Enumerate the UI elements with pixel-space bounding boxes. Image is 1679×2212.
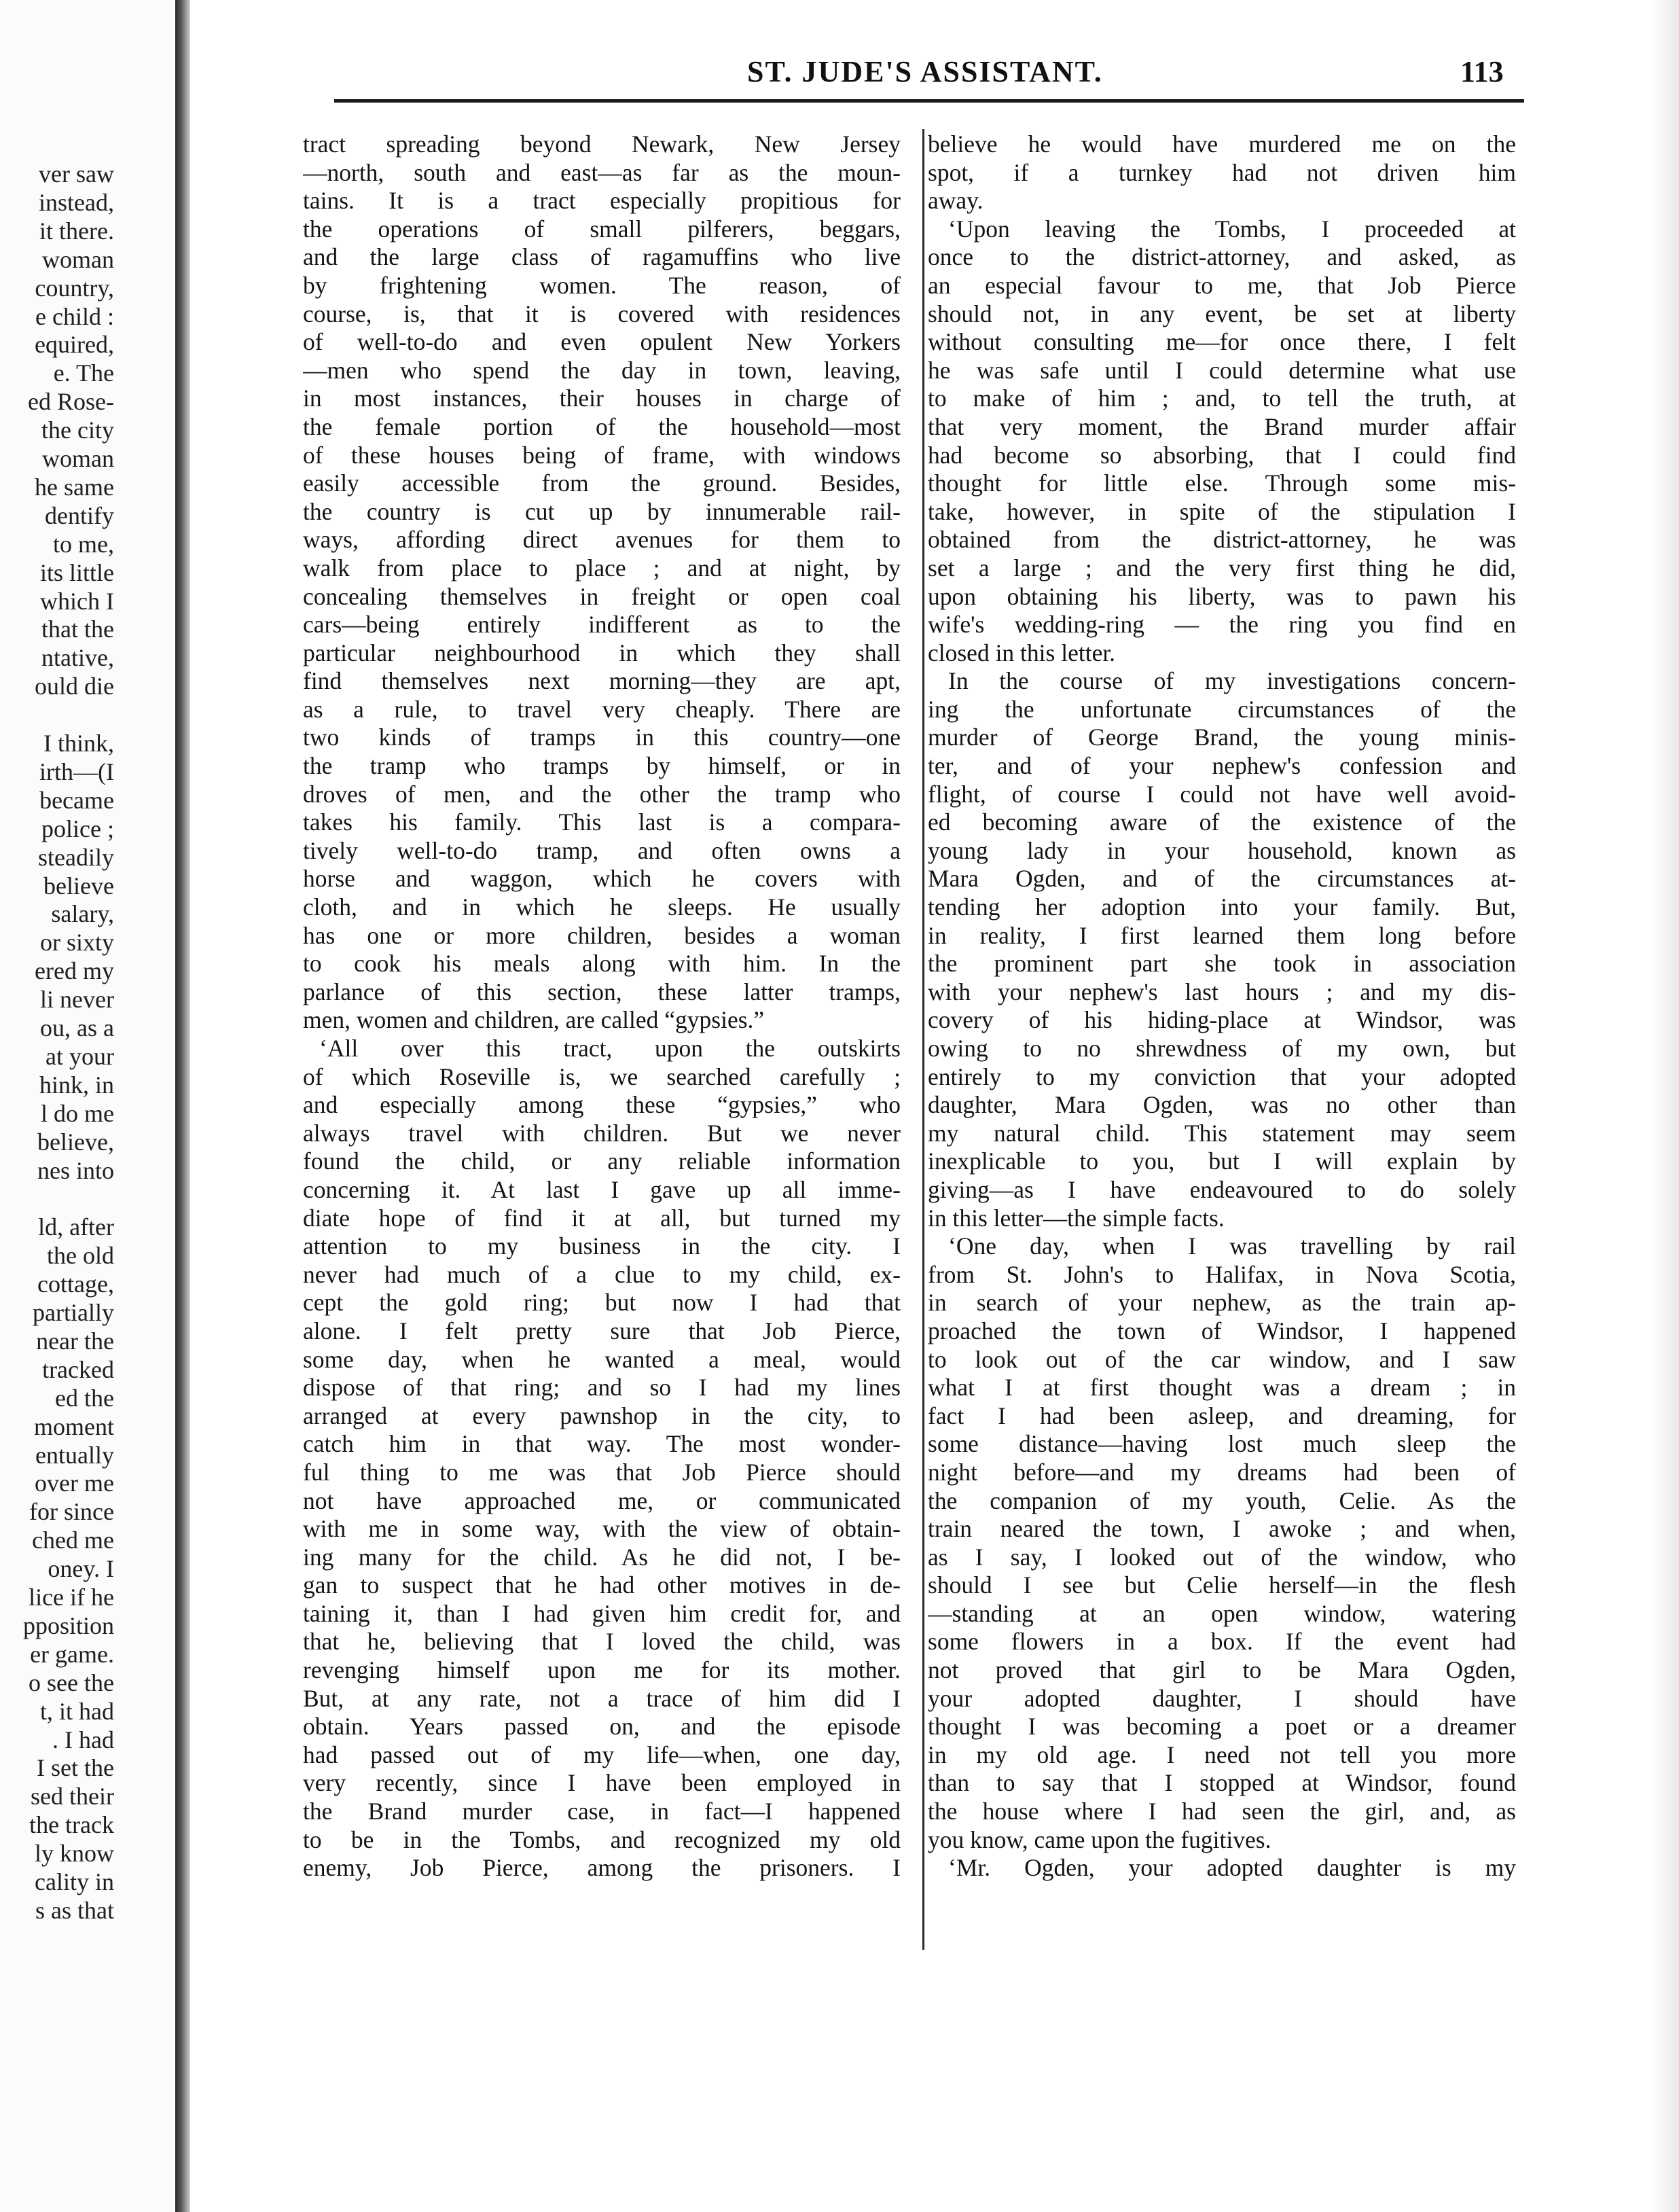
text-line: tively well-to-do tramp, and often owns a — [303, 836, 901, 864]
text-line: the country is cut up by innumerable rail- — [303, 497, 901, 525]
text-column-left — [303, 130, 901, 1883]
fragment-line: instead, — [39, 188, 114, 216]
fragment-line: irth—(I — [39, 757, 114, 785]
text-line: concealing themselves in freight or open coal — [303, 582, 901, 610]
text-line: spot, if a turnkey had not driven him — [928, 158, 1516, 186]
text-line: —men who spend the day in town, leaving, — [303, 356, 901, 384]
text-line: always travel with children. But we never — [303, 1119, 901, 1147]
text-line: dispose of that ring; and so I had my lines — [303, 1374, 901, 1402]
text-line: thought for little else. Through some mis- — [928, 469, 1516, 497]
fragment-line: believe — [43, 872, 114, 899]
text-line: believe he would have murdered me on the — [928, 130, 1516, 158]
fragment-line: tracked — [42, 1355, 114, 1383]
text-line: ing many for the child. As he did not, I be- — [303, 1543, 901, 1571]
fragment-line: the old — [47, 1242, 114, 1270]
text-line: easily accessible from the ground. Besides, — [303, 469, 901, 497]
fragment-line: ou, as a — [40, 1014, 114, 1041]
text-line: set a large ; and the very first thing he did, — [928, 554, 1516, 582]
text-line: concerning it. At last I gave up all imme- — [303, 1175, 901, 1203]
text-line: owing to no shrewdness of my own, but — [928, 1035, 1516, 1062]
binding-gutter — [175, 0, 190, 2212]
text-column-right — [928, 130, 1516, 1883]
text-line: night before—and my dreams had been of — [928, 1458, 1516, 1486]
text-line: some distance—having lost much sleep the — [928, 1430, 1516, 1458]
text-line: takes his family. This last is a compara- — [303, 808, 901, 836]
fragment-line: moment — [34, 1412, 114, 1440]
text-line: —standing at an open window, watering — [928, 1599, 1516, 1627]
text-line: daughter, Mara Ogden, was no other than — [928, 1091, 1516, 1119]
text-line: obtain. Years passed on, and the episode — [303, 1713, 901, 1741]
fragment-line: entually — [35, 1441, 114, 1469]
fragment-line: l do me — [41, 1099, 114, 1127]
text-line: tains. It is a tract especially propitious for — [303, 187, 901, 215]
fragment-line: e. The — [53, 359, 114, 387]
fragment-line: or sixty — [39, 929, 114, 957]
text-line: with me in some way, with the view of obtain- — [303, 1515, 901, 1543]
fragment-line: steadily — [38, 843, 114, 871]
running-head: ST. JUDE'S ASSISTANT. — [747, 55, 1103, 88]
fragment-line: t, it had — [40, 1697, 114, 1725]
text-line: some flowers in a box. If the event had — [928, 1628, 1516, 1656]
text-line: two kinds of tramps in this country—one — [303, 724, 901, 751]
fragment-line: nes into — [37, 1156, 114, 1184]
text-line: covery of his hiding-place at Windsor, was — [928, 1006, 1516, 1034]
fragment-line: its little — [39, 558, 114, 586]
text-line: entirely to my conviction that your adopted — [928, 1063, 1516, 1090]
text-line: ful thing to me was that Job Pierce should — [303, 1458, 901, 1486]
text-line: in this letter—the simple facts. — [928, 1204, 1225, 1232]
text-line: in search of your nephew, as the train ap- — [928, 1289, 1516, 1317]
fragment-line: woman — [42, 245, 114, 273]
fragment-line: ld, after — [38, 1213, 114, 1241]
text-line: of these houses being of frame, with windows — [303, 441, 901, 469]
text-line: revenging himself upon me for its mother. — [303, 1656, 901, 1684]
text-line: diate hope of find it at all, but turned my — [303, 1204, 901, 1232]
text-line: the female portion of the household—most — [303, 412, 901, 440]
fragment-line: at your — [46, 1042, 114, 1070]
text-line: enemy, Job Pierce, among the prisoners. I — [303, 1854, 901, 1882]
fragment-line: woman — [42, 445, 114, 472]
text-line: giving—as I have endeavoured to do solely — [928, 1175, 1516, 1203]
text-line: cars—being entirely indifferent as to the — [303, 611, 901, 639]
fragment-line: I think, — [43, 730, 114, 757]
text-line: by frightening women. The reason, of — [303, 271, 901, 299]
fragment-line: ver saw — [39, 160, 114, 188]
text-line: train neared the town, I awoke ; and when, — [928, 1515, 1516, 1543]
text-line: that very moment, the Brand murder affair — [928, 412, 1516, 440]
text-line: ed becoming aware of the existence of the — [928, 808, 1516, 836]
text-line: horse and waggon, which he covers with — [303, 865, 901, 893]
fragment-line: country, — [35, 274, 114, 302]
text-line: of well-to-do and even opulent New Yorkers — [303, 328, 901, 356]
text-line: find themselves next morning—they are apt, — [303, 667, 901, 695]
fragment-line: became — [39, 786, 114, 814]
text-line: catch him in that way. The most wonder- — [303, 1430, 901, 1458]
text-line: very recently, since I have been employed in — [303, 1769, 901, 1797]
fragment-line: lice if he — [29, 1584, 114, 1611]
text-line: in my old age. I need not tell you more — [928, 1741, 1516, 1768]
text-line: an especial favour to me, that Job Pierce — [928, 271, 1516, 299]
text-line: obtained from the district-attorney, he was — [928, 526, 1516, 554]
fragment-line: the city — [41, 416, 114, 444]
text-line: arranged at every pawnshop in the city, to — [303, 1402, 901, 1429]
text-line: tending her adoption into your family. But, — [928, 893, 1516, 921]
text-line: parlance of this section, these latter tramps, — [303, 978, 901, 1005]
text-line: with your nephew's last hours ; and my dis- — [928, 978, 1516, 1005]
fragment-line: ed Rose- — [28, 388, 114, 416]
fragment-line: pposition — [22, 1611, 114, 1639]
fragment-line: oney. I — [48, 1555, 114, 1583]
fragment-line: that the — [41, 616, 114, 643]
text-line: not proved that girl to be Mara Ogden, — [928, 1656, 1516, 1684]
text-line: particular neighbourhood in which they shall — [303, 639, 901, 666]
text-line: ‘Upon leaving the Tombs, I proceeded at — [948, 215, 1516, 243]
text-line: had become so absorbing, that I could find — [928, 441, 1516, 469]
text-line: has one or more children, besides a woman — [303, 921, 901, 949]
fragment-line: he same — [35, 473, 114, 501]
text-line: gan to suspect that he had other motives in de- — [303, 1571, 901, 1599]
text-line: to look out of the car window, and I saw — [928, 1345, 1516, 1373]
text-line: never had much of a clue to my child, ex- — [303, 1260, 901, 1288]
text-line: the Brand murder case, in fact—I happened — [303, 1798, 901, 1825]
text-line: droves of men, and the other the tramp who — [303, 780, 901, 808]
text-line: ‘One day, when I was travelling by rail — [948, 1232, 1516, 1260]
fragment-line: s as that — [35, 1896, 114, 1924]
text-line: alone. I felt pretty sure that Job Pierce, — [303, 1317, 901, 1344]
text-line: away. — [928, 187, 983, 215]
text-line: flight, of course I could not have well avoid- — [928, 780, 1516, 808]
text-line: had passed out of my life—when, one day, — [303, 1741, 901, 1768]
text-line: ways, affording direct avenues for them to — [303, 526, 901, 554]
text-line: course, is, that it is covered with residences — [303, 300, 901, 327]
text-line: cloth, and in which he sleeps. He usually — [303, 893, 901, 921]
text-line: walk from place to place ; and at night, by — [303, 554, 901, 582]
text-line: the prominent part she took in association — [928, 950, 1516, 978]
text-line: found the child, or any reliable information — [303, 1147, 901, 1175]
text-line: ‘Mr. Ogden, your adopted daughter is my — [948, 1854, 1516, 1882]
fragment-line: police ; — [41, 815, 114, 842]
text-line: what I at first thought was a dream ; in — [928, 1374, 1516, 1402]
fragment-line: er game. — [30, 1640, 114, 1668]
text-line: without consulting me—for once there, I felt — [928, 328, 1516, 356]
text-line: and especially among these “gypsies,” who — [303, 1091, 901, 1119]
text-line: men, women and children, are called “gypsies.” — [303, 1006, 765, 1034]
fragment-line: ly know — [35, 1840, 114, 1868]
text-line: should not, in any event, be set at liberty — [928, 300, 1516, 327]
text-line: should I see but Celie herself—in the flesh — [928, 1571, 1516, 1599]
fragment-line: it there. — [39, 217, 114, 245]
text-line: In the course of my investigations concern- — [948, 667, 1516, 695]
fragment-line: salary, — [51, 900, 114, 928]
text-line: cept the gold ring; but now I had that — [303, 1289, 901, 1317]
fragment-line: cality in — [35, 1868, 114, 1895]
fragment-line: dentify — [45, 501, 114, 529]
text-line: he was safe until I could determine what use — [928, 356, 1516, 384]
fragment-line: o see the — [29, 1669, 114, 1696]
text-line: my natural child. This statement may seem — [928, 1119, 1516, 1147]
fragment-line: . I had — [52, 1726, 114, 1753]
text-line: the tramp who tramps by himself, or in — [303, 752, 901, 780]
text-line: from St. John's to Halifax, in Nova Scotia, — [928, 1260, 1516, 1288]
text-line: fact I had been asleep, and dreaming, for — [928, 1402, 1516, 1429]
fragment-line: ntative, — [41, 644, 114, 672]
fragment-line: hink, in — [39, 1071, 114, 1099]
text-line: tract spreading beyond Newark, New Jersey — [303, 130, 901, 158]
fragment-line: sed their — [31, 1783, 114, 1810]
text-line: than to say that I stopped at Windsor, found — [928, 1769, 1516, 1797]
fragment-line: over me — [35, 1469, 114, 1497]
page-edge-shadow — [1652, 0, 1679, 2212]
text-line: the companion of my youth, Celie. As the — [928, 1486, 1516, 1514]
text-line: ing the unfortunate circumstances of the — [928, 695, 1516, 723]
text-line: the operations of small pilferers, beggars, — [303, 215, 901, 243]
text-line: in reality, I first learned them long before — [928, 921, 1516, 949]
text-line: to make of him ; and, to tell the truth, at — [928, 385, 1516, 412]
fragment-line: ed the — [55, 1384, 114, 1412]
text-line: thought I was becoming a poet or a dreamer — [928, 1713, 1516, 1741]
text-line: taining it, than I had given him credit for, and — [303, 1599, 901, 1627]
text-line: to be in the Tombs, and recognized my old — [303, 1825, 901, 1853]
text-line: inexplicable to you, but I will explain by — [928, 1147, 1516, 1175]
fragment-line: which I — [40, 587, 114, 615]
text-line: your adopted daughter, I should have — [928, 1684, 1516, 1712]
fragment-line: ould die — [35, 673, 114, 700]
text-line: wife's wedding-ring — the ring you find en — [928, 611, 1516, 639]
text-line: that he, believing that I loved the child, was — [303, 1628, 901, 1656]
text-line: to cook his meals along with him. In the — [303, 950, 901, 978]
text-line: as I say, I looked out of the window, who — [928, 1543, 1516, 1571]
text-line: not have approached me, or communicated — [303, 1486, 901, 1514]
fragment-line: e child : — [35, 302, 114, 330]
text-line: attention to my business in the city. I — [303, 1232, 901, 1260]
text-line: But, at any rate, not a trace of him did I — [303, 1684, 901, 1712]
text-line: take, however, in spite of the stipulation I — [928, 497, 1516, 525]
fragment-line: near the — [36, 1327, 114, 1355]
text-line: ‘All over this tract, upon the outskirts — [319, 1035, 901, 1062]
fragment-line: for since — [29, 1498, 114, 1526]
fragment-line: equired, — [35, 331, 114, 359]
text-line: closed in this letter. — [928, 639, 1116, 666]
text-line: upon obtaining his liberty, was to pawn his — [928, 582, 1516, 610]
adjacent-page-fragment — [0, 0, 174, 2212]
fragment-line: the track — [29, 1811, 114, 1839]
text-line: of which Roseville is, we searched carefully ; — [303, 1063, 901, 1090]
text-line: Mara Ogden, and of the circumstances at- — [928, 865, 1516, 893]
fragment-line: ched me — [32, 1527, 114, 1554]
text-line: as a rule, to travel very cheaply. There are — [303, 695, 901, 723]
text-line: you know, came upon the fugitives. — [928, 1825, 1271, 1853]
fragment-line: li never — [40, 986, 114, 1014]
fragment-line: to me, — [53, 530, 114, 558]
fragment-line: ered my — [35, 957, 114, 985]
fragment-line: I set the — [37, 1754, 114, 1782]
text-line: proached the town of Windsor, I happened — [928, 1317, 1516, 1344]
fragment-line: partially — [33, 1299, 114, 1326]
fragment-line: believe, — [37, 1128, 114, 1156]
text-line: murder of George Brand, the young minis- — [928, 724, 1516, 751]
text-line: and the large class of ragamuffins who live — [303, 243, 901, 271]
text-line: some day, when he wanted a meal, would — [303, 1345, 901, 1373]
text-line: young lady in your household, known as — [928, 836, 1516, 864]
column-divider — [922, 129, 924, 1950]
text-line: the house where I had seen the girl, and, as — [928, 1798, 1516, 1825]
text-line: ter, and of your nephew's confession and — [928, 752, 1516, 780]
page-number: 113 — [1460, 55, 1504, 88]
fragment-line: cottage, — [37, 1270, 114, 1298]
text-line: once to the district-attorney, and asked, as — [928, 243, 1516, 271]
text-line: in most instances, their houses in charge of — [303, 385, 901, 412]
header-rule — [334, 99, 1524, 103]
text-line: —north, south and east—as far as the moun- — [303, 158, 901, 186]
